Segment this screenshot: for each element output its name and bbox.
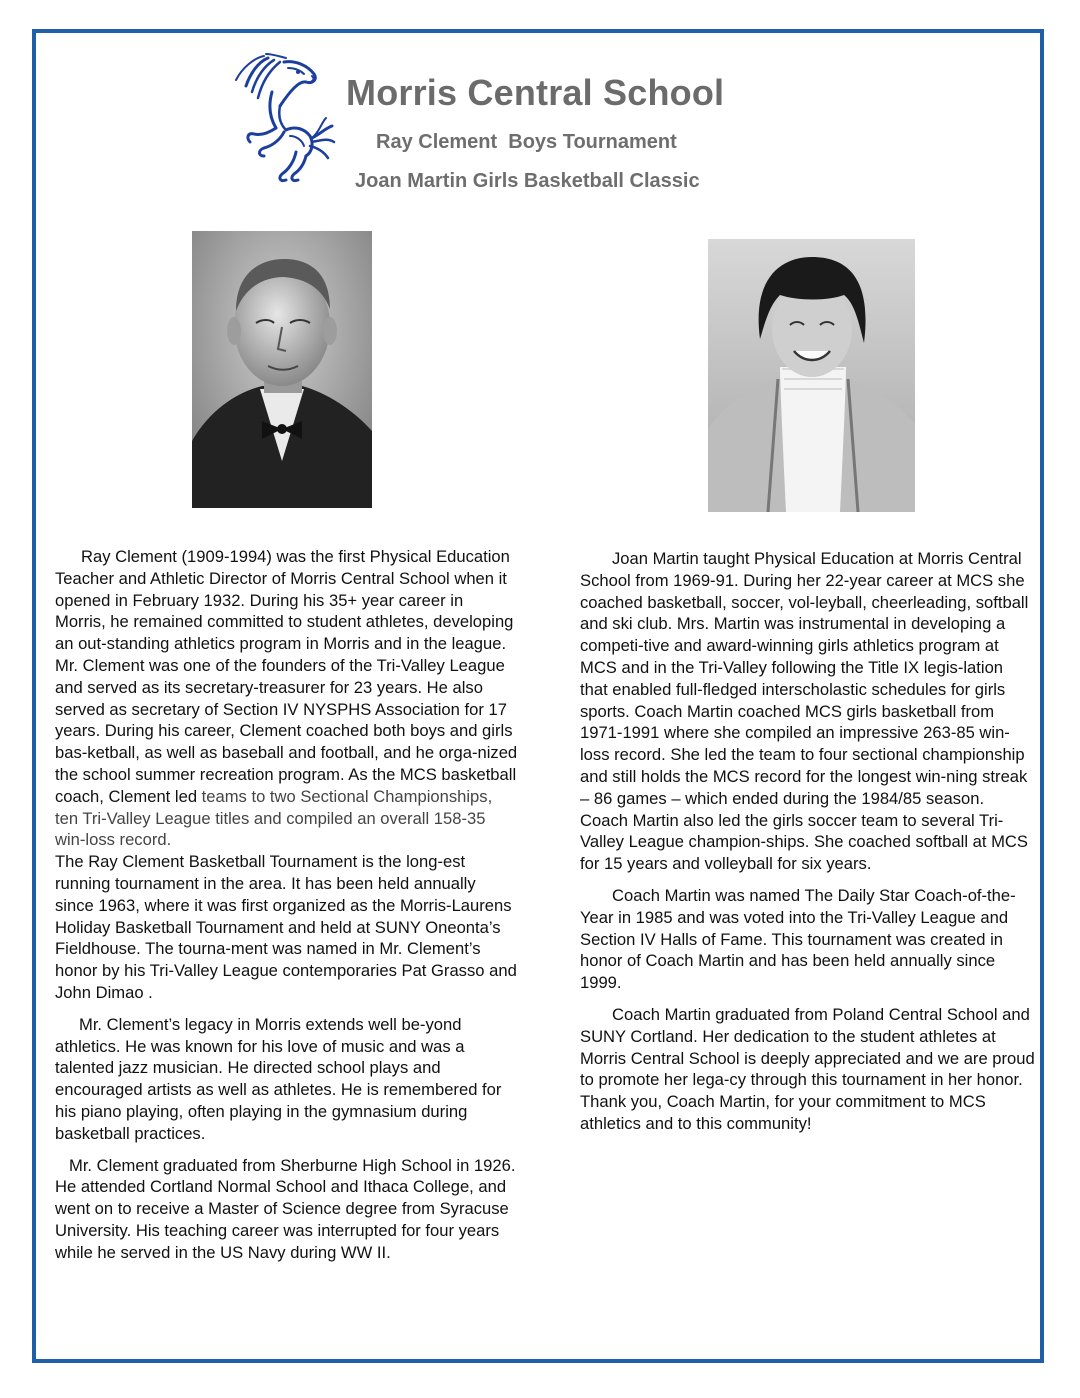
ray-clement-paragraph-2: Mr. Clement’s legacy in Morris extends well be-yond athletics. He was known for his love of music and was a talented jazz musician. He directed school plays and encouraged artists as well as athletes. He is remembered for his piano playing, often playing in the gymnasium during basketball practices.	[55, 1014, 502, 1143]
ray-clement-photo	[192, 231, 372, 508]
ray-clement-paragraph-1	[55, 546, 518, 1004]
ray-clement-tournament-history-text: The Ray Clement Basketball Tournament is the long-est running tournament in the area. It has been held annually since 1963, where it was first organized as the Morris-Laurens Holiday Basketball Tournament and held at SUNY Oneonta’s Fieldhouse. The tourna-ment was named in Mr. Clement’s honor by his Tri-Valley League contemporaries Pat Grasso and John Dimao .	[55, 852, 517, 1002]
ray-clement-paragraph-3: Mr. Clement graduated from Sherburne High School in 1926. He attended Cortland Normal School and Ithaca College, and went on to receive a Master of Science degree from Syracuse University. His teaching career was interrupted for four years while he served in the US Navy during WW II.	[55, 1155, 516, 1262]
ray-clement-record-text: teams to two Sectional Championships, ten Tri-Valley League titles and compiled an overall 158-35 win-loss record.	[55, 786, 493, 850]
ray-clement-biography	[55, 546, 518, 1274]
joan-martin-photo	[708, 239, 915, 512]
ray-clement-career-text: Ray Clement (1909-1994) was the first Physical Education Teacher and Athletic Director of Morris Central School when it opened in February 1932. During his 35+ year career in Morris, he remained committed to student athletes, developing an out-standing athletics program in Morris and in the league. Mr. Clement was one of the founders of the Tri-Valley League and served as its secretary-treasurer for 23 years. He also served as secretary of Section IV NYSPHS Association for 17 years. During his career, Clement coached both boys and girls bas-ketball, as well as baseball and football, and he orga-nized the school summer recreation program. As the MCS basketball coach, Clement led	[55, 547, 518, 806]
mustang-logo-icon	[228, 52, 336, 184]
joan-martin-paragraph-1: Joan Martin taught Physical Education at Morris Central School from 1969-91. During her 22-year career at MCS she coached basketball, soccer, vol-leyball, cheerleading, softball and ski club. Mrs. Martin was instrumental in developing a competi-tive and award-winning girls athletics program at MCS and in the Tri-Valley following the Title IX legis-lation that enabled full-fledged interscholastic schedules for girls sports. Coach Martin coached MCS girls basketball from 1971-1991 where she compiled an impressive 263-85 win-loss record. She led the team to four sectional championship and still holds the MCS record for the longest win-ning streak – 86 games – which ended during the 1984/85 season. Coach Martin also led the girls soccer team to several Tri-Valley League champion-ships. She coached softball at MCS for 15 years and volleyball for six years.	[580, 549, 1029, 874]
page-title: Morris Central School	[346, 72, 725, 113]
joan-martin-biography	[580, 548, 1035, 1145]
girls-classic-subtitle: Joan Martin Girls Basketball Classic	[355, 170, 700, 192]
joan-martin-paragraph-3: Coach Martin graduated from Poland Central School and SUNY Cortland. Her dedication to the student athletes at Morris Central School is deeply appreciated and we are proud to promote her lega-cy through this tournament in her honor. Thank you, Coach Martin, for your commitment to MCS athletics and to this community!	[580, 1004, 1035, 1133]
joan-martin-paragraph-2: Coach Martin was named The Daily Star Coach-of-the-Year in 1985 and was voted into the Tri-Valley League and Section IV Halls of Fame. This tournament was created in honor of Coach Martin and has been held annually since 1999.	[580, 885, 1016, 993]
boys-tournament-subtitle: Ray Clement Boys Tournament	[376, 131, 677, 153]
